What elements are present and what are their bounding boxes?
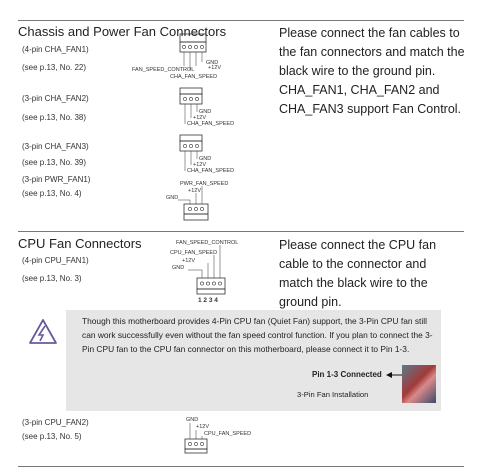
cha-fan2-12v-label: +12V (193, 115, 206, 121)
cpu-fan2-speed-label: CPU_FAN_SPEED (204, 431, 252, 437)
cpu-gnd-label: GND (172, 265, 185, 271)
top-rule (18, 20, 464, 21)
cha-fan3-12v-label: +12V (193, 162, 206, 168)
pwr-fan1-connector (166, 181, 228, 220)
pwr-fan1-name: (3-pin PWR_FAN1) (22, 175, 91, 184)
cpu-heading: CPU Fan Connectors (18, 236, 142, 251)
cha-fan3-speed-label: CHA_FAN_SPEED (187, 168, 235, 174)
cpu-pin-numbers: 1 2 3 4 (198, 297, 218, 304)
cpu-rule (18, 231, 464, 232)
chassis-description: Please connect the fan cables to the fan connectors and match the black wire to the ground pin. CHA_FAN1, CHA_FAN2 and CHA_FAN3 support Fan Control. (279, 26, 465, 116)
cha-fan1-12v-label: +12V (208, 65, 221, 71)
fan-install-photo (402, 365, 436, 403)
pwr-fan1-ref: (see p.13, No. 4) (22, 189, 82, 198)
pwr-fan-speed-label: PWR_FAN_SPEED (180, 181, 229, 187)
cha-fan3-name: (3-pin CHA_FAN3) (22, 142, 89, 151)
cha-fan3-gnd-label: GND (199, 156, 212, 162)
pwr-12v-label: +12V (188, 188, 201, 194)
cpu-description: Please connect the CPU fan cable to the connector and match the black wire to the ground pin. (279, 238, 437, 309)
cpu-fan2-gnd-label: GND (186, 417, 199, 423)
cha-fan2-ref: (see p.13, No. 38) (22, 113, 87, 122)
chassis-heading: Chassis and Power Fan Connectors (18, 24, 227, 39)
cha-fan1-name: (4-pin CHA_FAN1) (22, 45, 89, 54)
cha-fan3-connector (180, 135, 234, 174)
fan-install-label: 3-Pin Fan Installation (297, 390, 369, 399)
warning-icon (28, 318, 58, 346)
cpu-fan2-ref: (see p.13, No. 5) (22, 432, 82, 441)
note-text: Though this motherboard provides 4-Pin CPU fan (Quiet Fan) support, the 3-Pin CPU fan still can work successfully even without the fan speed control function. If you plan to connect the 3-Pin CPU fan to the CPU fan connector on this motherboard, please connect it to Pin 1-3. (82, 316, 433, 354)
cpu-fan2-12v-label: +12V (196, 424, 209, 430)
bottom-rule (18, 466, 464, 467)
cha-fan2-name: (3-pin CHA_FAN2) (22, 94, 89, 103)
cpu-fan-speed-label: CPU_FAN_SPEED (170, 250, 218, 256)
cha-fan1-ref: (see p.13, No. 22) (22, 63, 87, 72)
cpu-fan2-diagram (180, 414, 290, 454)
cha-fan1-gnd-label: GND (206, 60, 219, 66)
cha-fan3-ref: (see p.13, No. 39) (22, 158, 87, 167)
pwr-gnd-label: GND (166, 195, 179, 201)
pin-connected-label: Pin 1-3 Connected (312, 370, 382, 379)
cha-fan1-speed-control-label: FAN_SPEED_CONTROL (132, 67, 195, 73)
cpu-speed-control-label: FAN_SPEED_CONTROL (176, 240, 239, 246)
cha-fan2-connector (180, 88, 234, 127)
cha-fan2-gnd-label: GND (199, 109, 212, 115)
cha-fan2-speed-label: CHA_FAN_SPEED (187, 121, 235, 127)
chassis-fan-diagrams (118, 28, 278, 228)
cha-fan1-connector (132, 34, 221, 80)
cha-fan1-speed-label: CHA_FAN_SPEED (170, 74, 218, 80)
cpu-fan1-name: (4-pin CPU_FAN1) (22, 256, 89, 265)
cpu-fan1-diagram (160, 236, 270, 306)
cpu-fan1-ref: (see p.13, No. 3) (22, 274, 82, 283)
cpu-12v-label: +12V (182, 258, 195, 264)
cpu-fan2-name: (3-pin CPU_FAN2) (22, 418, 89, 427)
